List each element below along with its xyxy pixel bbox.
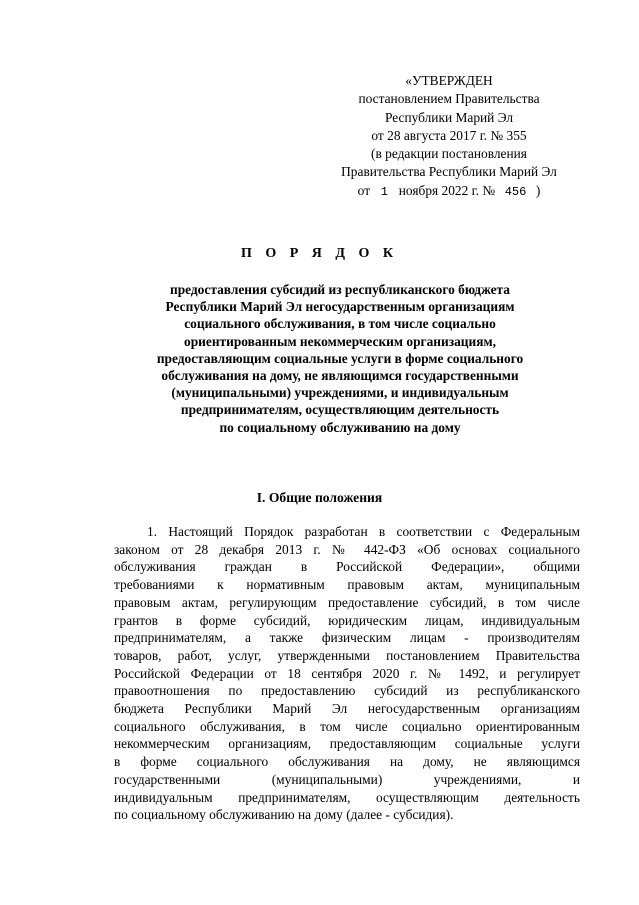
approval-day: 1 [380,184,388,199]
subtitle-line: предоставления субсидий из республиканского бюджета [169,282,510,297]
subtitle-line: ориентированным некоммерческим организациям, [184,333,496,349]
paragraph-line: индивидуальным предпринимателям, осуществляющим деятельность [114,789,580,805]
approval-line: постановлением Правительства [358,91,540,107]
approval-date-suffix: ) [535,182,541,198]
subtitle-line: по социальному обслуживанию на дому [219,419,461,435]
approval-number: 456 [504,184,527,199]
subtitle-line: Республики Марий Эл негосударственным организациям [165,299,515,315]
approval-line: от 28 августа 2017 г. № 355 [371,127,527,143]
document-subtitle [110,281,570,436]
paragraph-line: обслуживания граждан в Российской Федерации», общими [114,559,580,575]
paragraph-line: товаров, работ, услуг, утвержденными постановлением Правительства [114,647,580,663]
subtitle-line: предоставляющим социальные услуги в форме социального [156,350,524,366]
paragraph-line: требованиями к нормативным правовым актам, муниципальным [114,577,580,593]
paragraph-line: Российской Федерации от 18 сентября 2020 г. № 1492, и регулирует [114,665,580,681]
paragraph-line: бюджета Республики Марий Эл негосударственным организациям [114,701,580,717]
section-heading: I. Общие положения [256,490,383,505]
approval-line: Республики Марий Эл [384,109,514,125]
paragraph-line: законом от 28 декабря 2013 г. № 442-ФЗ «Об основах социального [114,541,580,557]
paragraph-line: в форме социального обслуживания на дому, не являющимся [114,754,580,770]
paragraph-line: правовым актам, регулирующим предоставление субсидий, в том числе [114,594,580,610]
approval-date-middle: ноября 2022 г. № [398,182,496,198]
paragraph-line: некоммерческим организациям, предоставляющим социальные услуги [114,736,580,752]
paragraph-line: 1. Настоящий Порядок разработан в соответствии с Федеральным [147,524,580,539]
subtitle-line: (муниципальными) учреждениями, и индивидуальным [171,385,509,401]
paragraph-1 [114,523,580,824]
approval-line: Правительства Республики Марий Эл [341,164,557,180]
subtitle-line: предпринимателям, осуществляющим деятельность [180,402,500,418]
paragraph-line: предпринимателям, а также физическим лицам - производителям [114,630,580,646]
document-title: П О Р Я Д О К [240,246,399,261]
paragraph-line: правоотношения по предоставлению субсидий из республиканского [114,683,580,699]
subtitle-line: социального обслуживания, в том числе социально [184,316,496,332]
paragraph-line: социального обслуживания, в том числе социально ориентированным [114,718,580,734]
approval-date-line [320,182,578,201]
subtitle-line: обслуживания на дому, не являющимся государственными [161,368,519,384]
paragraph-line: грантов в форме субсидий, юридическим лицам, индивидуальным [114,612,580,628]
approval-line: «УТВЕРЖДЕН [405,73,493,88]
approval-stamp [320,72,578,201]
approval-date-prefix: от [357,182,371,198]
paragraph-line: государственными (муниципальными) учреждениями, и [114,771,580,787]
approval-line: (в редакции постановления [371,146,527,162]
paragraph-line: по социальному обслуживанию на дому (далее - субсидия). [114,807,454,823]
